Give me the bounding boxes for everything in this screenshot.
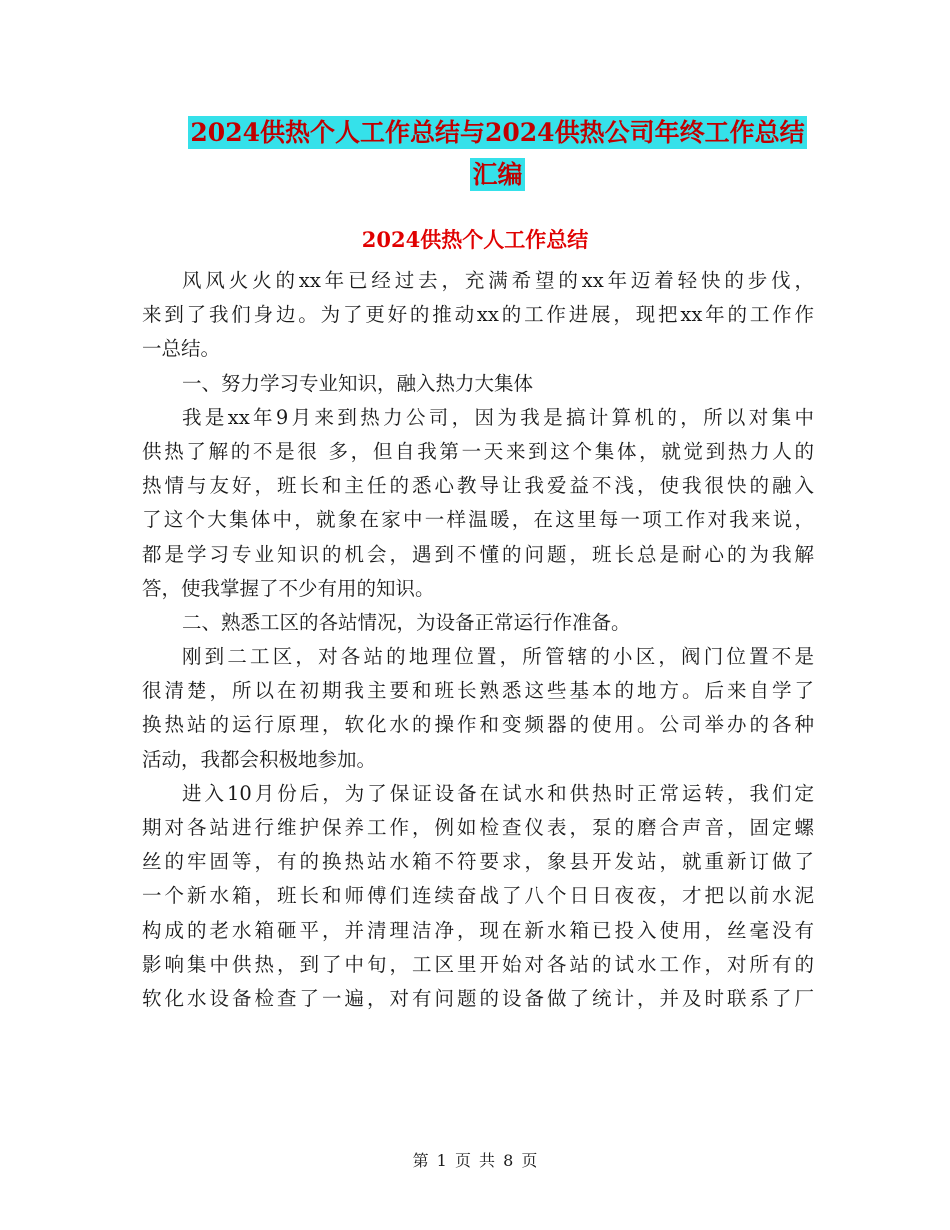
paragraph-line: 我是xx年9月来到热力公司，因为我是搞计算机的，所以对集中 <box>182 405 814 429</box>
page-footer: 第 1 页 共 8 页 <box>412 1151 538 1170</box>
heading-line: 一、努力学习专业知识，融入热力大集体 <box>182 371 534 395</box>
paragraph-line: 了这个大集体中，就象在家中一样温暖，在这里每一项工作对我来说， <box>142 508 814 532</box>
paragraph-line: 来到了我们身边。为了更好的推动xx的工作进展，现把xx年的工作作 <box>142 303 814 327</box>
paragraph-line: 很清楚，所以在初期我主要和班长熟悉这些基本的地方。后来自学了 <box>142 679 814 703</box>
paragraph-line: 供热了解的不是很 多，但自我第一天来到这个集体，就觉到热力人的 <box>142 439 814 463</box>
paragraph-line: 期对各站进行维护保养工作，例如检查仪表，泵的磨合声音，固定螺 <box>142 816 814 839</box>
section-title: 2024供热个人工作总结 <box>361 227 589 252</box>
document-title-continued <box>140 155 855 191</box>
paragraph-line: 影响集中供热，到了中旬，工区里开始对各站的试水工作，对所有的 <box>142 952 814 976</box>
paragraph-line: 答，使我掌握了不少有用的知识。 <box>142 576 435 600</box>
paragraph-line: 热情与友好，班长和主任的悉心教导让我爱益不浅，使我很快的融入 <box>142 474 814 498</box>
paragraph-line: 软化水设备检查了一遍，对有问题的设备做了统计，并及时联系了厂 <box>142 986 814 1010</box>
paragraph-line: 一总结。 <box>142 337 221 361</box>
heading-line: 二、熟悉工区的各站情况，为设备正常运行作准备。 <box>182 610 631 634</box>
paragraph-line: 活动，我都会积极地参加。 <box>142 747 377 771</box>
paragraph-line: 换热站的运行原理，软化水的操作和变频器的使用。公司举办的各种 <box>142 713 814 737</box>
paragraph-line: 刚到二工区，对各站的地理位置，所管辖的小区，阀门位置不是 <box>182 645 814 669</box>
paragraph-line: 都是学习专业知识的机会，遇到不懂的问题，班长总是耐心的为我解 <box>142 542 814 566</box>
document-title-line-2: 汇编 <box>472 160 523 189</box>
paragraph-line: 风风火火的xx年已经过去，充满希望的xx年迈着轻快的步伐， <box>182 269 814 292</box>
paragraph-line: 构成的老水箱砸平，并清理洁净，现在新水箱已投入使用，丝毫没有 <box>142 918 814 942</box>
paragraph-line: 丝的牢固等，有的换热站水箱不符要求，象县开发站，就重新订做了 <box>142 850 814 874</box>
document-title-line-1: 2024供热个人工作总结与2024供热公司年终工作总结 <box>190 118 805 147</box>
paragraph-line: 进入10月份后，为了保证设备在试水和供热时正常运转，我们定 <box>182 781 814 805</box>
body-text <box>142 264 814 1016</box>
paragraph-line: 一个新水箱，班长和师傅们连续奋战了八个日日夜夜，才把以前水泥 <box>142 884 814 908</box>
document-title <box>140 113 855 149</box>
